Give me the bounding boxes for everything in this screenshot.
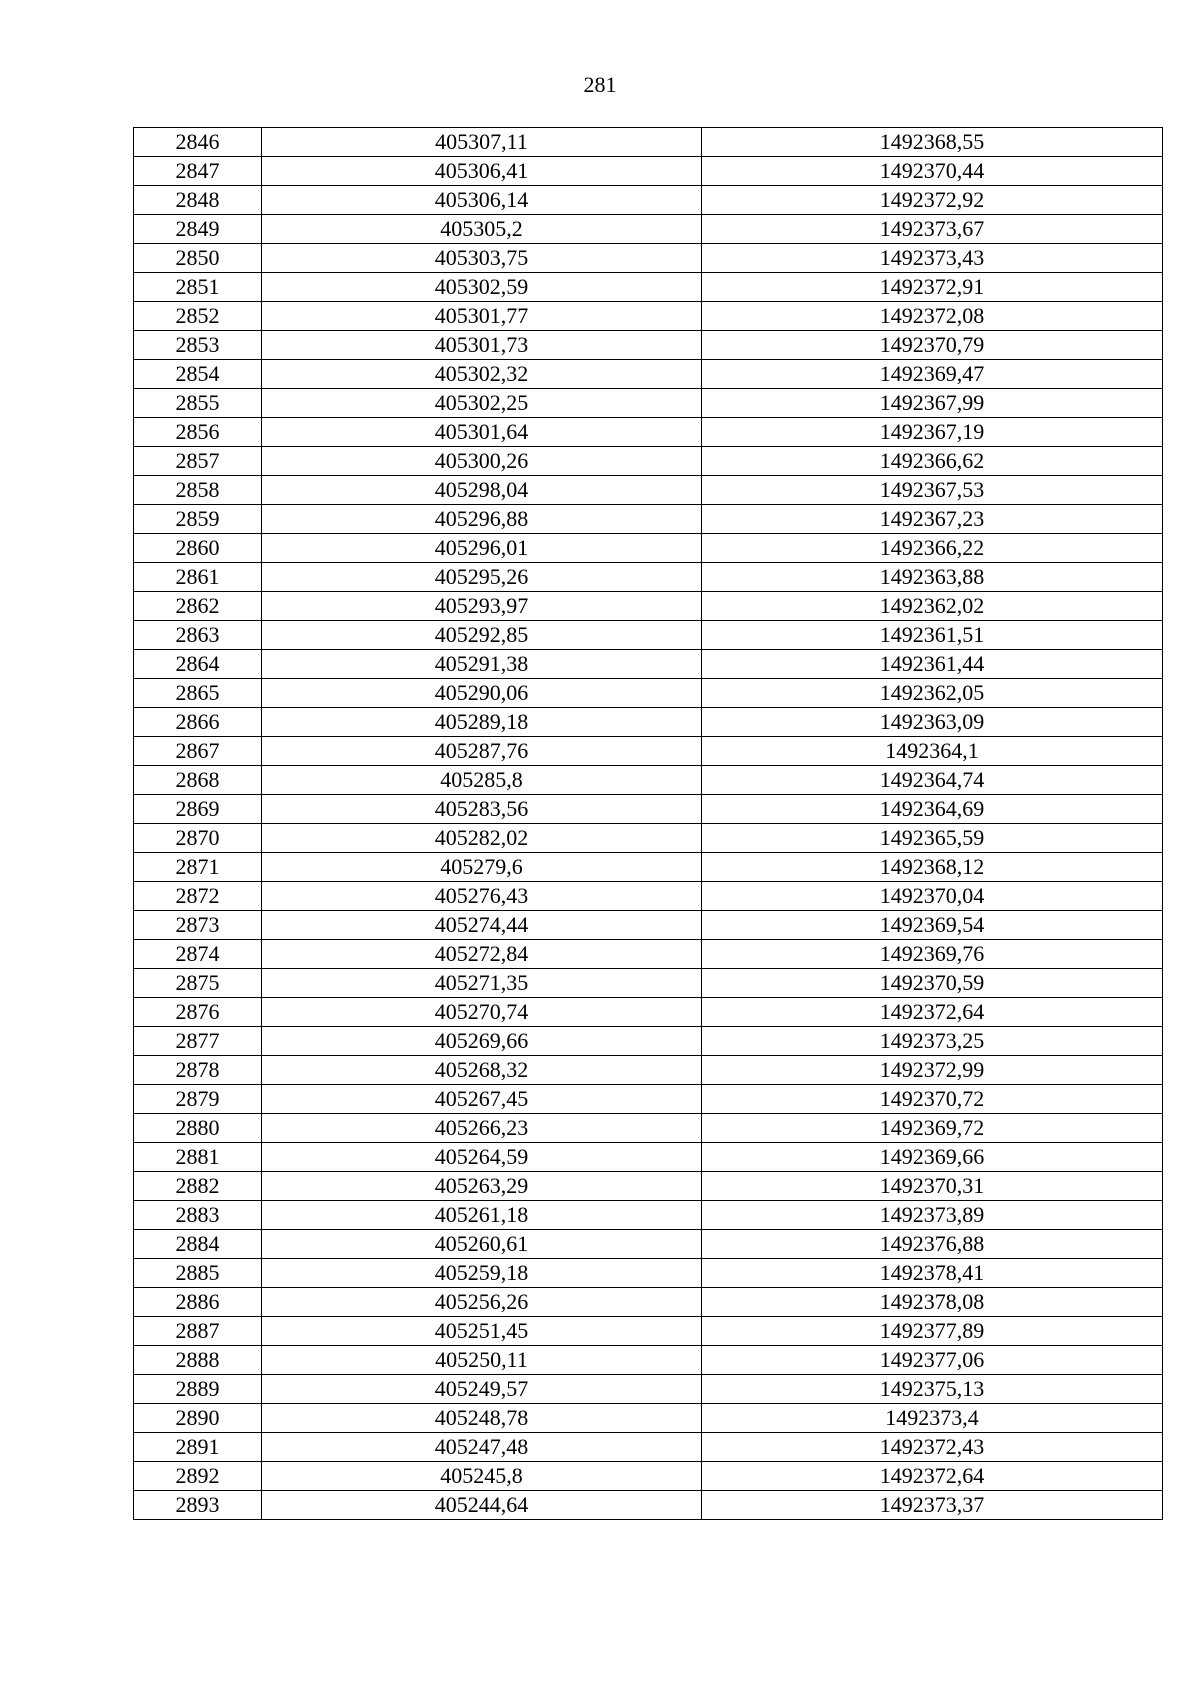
x-coordinate-cell: 405267,45: [262, 1085, 702, 1114]
table-row: [134, 1346, 1163, 1375]
point-number-cell: 2886: [134, 1288, 262, 1317]
point-number-cell: 2873: [134, 911, 262, 940]
y-coordinate-cell: 1492370,72: [702, 1085, 1163, 1114]
y-coordinate-cell: 1492364,1: [702, 737, 1163, 766]
point-number-cell: 2881: [134, 1143, 262, 1172]
coordinates-table-body: [134, 128, 1163, 1520]
y-coordinate-cell: 1492364,74: [702, 766, 1163, 795]
point-number-cell: 2858: [134, 476, 262, 505]
x-coordinate-cell: 405266,23: [262, 1114, 702, 1143]
table-row: [134, 186, 1163, 215]
coordinates-table: [133, 127, 1163, 1520]
point-number-cell: 2889: [134, 1375, 262, 1404]
y-coordinate-cell: 1492378,41: [702, 1259, 1163, 1288]
x-coordinate-cell: 405302,32: [262, 360, 702, 389]
table-row: [134, 853, 1163, 882]
table-row: [134, 824, 1163, 853]
point-number-cell: 2871: [134, 853, 262, 882]
y-coordinate-cell: 1492367,53: [702, 476, 1163, 505]
point-number-cell: 2851: [134, 273, 262, 302]
y-coordinate-cell: 1492370,44: [702, 157, 1163, 186]
table-row: [134, 621, 1163, 650]
y-coordinate-cell: 1492370,59: [702, 969, 1163, 998]
point-number-cell: 2876: [134, 998, 262, 1027]
y-coordinate-cell: 1492362,02: [702, 592, 1163, 621]
x-coordinate-cell: 405295,26: [262, 563, 702, 592]
x-coordinate-cell: 405263,29: [262, 1172, 702, 1201]
table-row: [134, 1462, 1163, 1491]
point-number-cell: 2870: [134, 824, 262, 853]
table-row: [134, 882, 1163, 911]
x-coordinate-cell: 405292,85: [262, 621, 702, 650]
y-coordinate-cell: 1492367,99: [702, 389, 1163, 418]
y-coordinate-cell: 1492372,91: [702, 273, 1163, 302]
table-row: [134, 447, 1163, 476]
point-number-cell: 2850: [134, 244, 262, 273]
x-coordinate-cell: 405298,04: [262, 476, 702, 505]
table-row: [134, 302, 1163, 331]
table-row: [134, 157, 1163, 186]
y-coordinate-cell: 1492376,88: [702, 1230, 1163, 1259]
y-coordinate-cell: 1492370,31: [702, 1172, 1163, 1201]
x-coordinate-cell: 405293,97: [262, 592, 702, 621]
table-row: [134, 940, 1163, 969]
x-coordinate-cell: 405276,43: [262, 882, 702, 911]
point-number-cell: 2864: [134, 650, 262, 679]
table-row: [134, 795, 1163, 824]
x-coordinate-cell: 405290,06: [262, 679, 702, 708]
y-coordinate-cell: 1492372,08: [702, 302, 1163, 331]
table-row: [134, 128, 1163, 157]
table-row: [134, 215, 1163, 244]
table-row: [134, 360, 1163, 389]
y-coordinate-cell: 1492361,44: [702, 650, 1163, 679]
y-coordinate-cell: 1492363,09: [702, 708, 1163, 737]
x-coordinate-cell: 405268,32: [262, 1056, 702, 1085]
x-coordinate-cell: 405291,38: [262, 650, 702, 679]
x-coordinate-cell: 405250,11: [262, 1346, 702, 1375]
x-coordinate-cell: 405271,35: [262, 969, 702, 998]
x-coordinate-cell: 405302,59: [262, 273, 702, 302]
y-coordinate-cell: 1492361,51: [702, 621, 1163, 650]
page-number: 281: [583, 72, 617, 97]
x-coordinate-cell: 405247,48: [262, 1433, 702, 1462]
table-row: [134, 1317, 1163, 1346]
x-coordinate-cell: 405259,18: [262, 1259, 702, 1288]
y-coordinate-cell: 1492370,79: [702, 331, 1163, 360]
point-number-cell: 2847: [134, 157, 262, 186]
point-number-cell: 2848: [134, 186, 262, 215]
x-coordinate-cell: 405274,44: [262, 911, 702, 940]
x-coordinate-cell: 405302,25: [262, 389, 702, 418]
point-number-cell: 2868: [134, 766, 262, 795]
point-number-cell: 2869: [134, 795, 262, 824]
table-row: [134, 1375, 1163, 1404]
point-number-cell: 2893: [134, 1491, 262, 1520]
point-number-cell: 2878: [134, 1056, 262, 1085]
x-coordinate-cell: 405301,73: [262, 331, 702, 360]
x-coordinate-cell: 405283,56: [262, 795, 702, 824]
point-number-cell: 2884: [134, 1230, 262, 1259]
y-coordinate-cell: 1492373,25: [702, 1027, 1163, 1056]
x-coordinate-cell: 405287,76: [262, 737, 702, 766]
y-coordinate-cell: 1492362,05: [702, 679, 1163, 708]
table-row: [134, 476, 1163, 505]
point-number-cell: 2887: [134, 1317, 262, 1346]
table-row: [134, 563, 1163, 592]
y-coordinate-cell: 1492369,47: [702, 360, 1163, 389]
y-coordinate-cell: 1492373,43: [702, 244, 1163, 273]
point-number-cell: 2856: [134, 418, 262, 447]
point-number-cell: 2853: [134, 331, 262, 360]
x-coordinate-cell: 405279,6: [262, 853, 702, 882]
point-number-cell: 2863: [134, 621, 262, 650]
y-coordinate-cell: 1492373,89: [702, 1201, 1163, 1230]
table-row: [134, 679, 1163, 708]
point-number-cell: 2885: [134, 1259, 262, 1288]
y-coordinate-cell: 1492369,66: [702, 1143, 1163, 1172]
y-coordinate-cell: 1492367,19: [702, 418, 1163, 447]
table-row: [134, 998, 1163, 1027]
y-coordinate-cell: 1492369,72: [702, 1114, 1163, 1143]
x-coordinate-cell: 405301,64: [262, 418, 702, 447]
y-coordinate-cell: 1492365,59: [702, 824, 1163, 853]
x-coordinate-cell: 405248,78: [262, 1404, 702, 1433]
y-coordinate-cell: 1492377,89: [702, 1317, 1163, 1346]
x-coordinate-cell: 405300,26: [262, 447, 702, 476]
point-number-cell: 2874: [134, 940, 262, 969]
table-row: [134, 766, 1163, 795]
x-coordinate-cell: 405249,57: [262, 1375, 702, 1404]
point-number-cell: 2865: [134, 679, 262, 708]
point-number-cell: 2857: [134, 447, 262, 476]
x-coordinate-cell: 405245,8: [262, 1462, 702, 1491]
y-coordinate-cell: 1492372,64: [702, 998, 1163, 1027]
y-coordinate-cell: 1492373,37: [702, 1491, 1163, 1520]
table-row: [134, 969, 1163, 998]
y-coordinate-cell: 1492377,06: [702, 1346, 1163, 1375]
table-row: [134, 534, 1163, 563]
x-coordinate-cell: 405256,26: [262, 1288, 702, 1317]
x-coordinate-cell: 405261,18: [262, 1201, 702, 1230]
point-number-cell: 2846: [134, 128, 262, 157]
table-row: [134, 592, 1163, 621]
table-row: [134, 1114, 1163, 1143]
table-row: [134, 737, 1163, 766]
x-coordinate-cell: 405251,45: [262, 1317, 702, 1346]
y-coordinate-cell: 1492372,99: [702, 1056, 1163, 1085]
y-coordinate-cell: 1492369,76: [702, 940, 1163, 969]
y-coordinate-cell: 1492366,22: [702, 534, 1163, 563]
point-number-cell: 2860: [134, 534, 262, 563]
table-row: [134, 244, 1163, 273]
point-number-cell: 2852: [134, 302, 262, 331]
table-row: [134, 1433, 1163, 1462]
table-row: [134, 418, 1163, 447]
x-coordinate-cell: 405306,41: [262, 157, 702, 186]
point-number-cell: 2880: [134, 1114, 262, 1143]
point-number-cell: 2890: [134, 1404, 262, 1433]
y-coordinate-cell: 1492364,69: [702, 795, 1163, 824]
table-row: [134, 1259, 1163, 1288]
y-coordinate-cell: 1492372,43: [702, 1433, 1163, 1462]
table-row: [134, 1288, 1163, 1317]
point-number-cell: 2855: [134, 389, 262, 418]
table-row: [134, 1230, 1163, 1259]
point-number-cell: 2862: [134, 592, 262, 621]
point-number-cell: 2879: [134, 1085, 262, 1114]
y-coordinate-cell: 1492373,67: [702, 215, 1163, 244]
x-coordinate-cell: 405301,77: [262, 302, 702, 331]
point-number-cell: 2877: [134, 1027, 262, 1056]
y-coordinate-cell: 1492366,62: [702, 447, 1163, 476]
table-row: [134, 1027, 1163, 1056]
table-row: [134, 650, 1163, 679]
y-coordinate-cell: 1492372,64: [702, 1462, 1163, 1491]
point-number-cell: 2867: [134, 737, 262, 766]
x-coordinate-cell: 405270,74: [262, 998, 702, 1027]
x-coordinate-cell: 405264,59: [262, 1143, 702, 1172]
x-coordinate-cell: 405282,02: [262, 824, 702, 853]
y-coordinate-cell: 1492370,04: [702, 882, 1163, 911]
point-number-cell: 2849: [134, 215, 262, 244]
table-row: [134, 273, 1163, 302]
table-row: [134, 1056, 1163, 1085]
table-row: [134, 331, 1163, 360]
table-row: [134, 1201, 1163, 1230]
table-row: [134, 389, 1163, 418]
point-number-cell: 2861: [134, 563, 262, 592]
table-row: [134, 1491, 1163, 1520]
table-row: [134, 1172, 1163, 1201]
point-number-cell: 2883: [134, 1201, 262, 1230]
x-coordinate-cell: 405305,2: [262, 215, 702, 244]
y-coordinate-cell: 1492378,08: [702, 1288, 1163, 1317]
point-number-cell: 2875: [134, 969, 262, 998]
point-number-cell: 2891: [134, 1433, 262, 1462]
table-row: [134, 708, 1163, 737]
table-row: [134, 1085, 1163, 1114]
x-coordinate-cell: 405303,75: [262, 244, 702, 273]
y-coordinate-cell: 1492369,54: [702, 911, 1163, 940]
y-coordinate-cell: 1492368,12: [702, 853, 1163, 882]
table-row: [134, 505, 1163, 534]
x-coordinate-cell: 405272,84: [262, 940, 702, 969]
table-row: [134, 1404, 1163, 1433]
point-number-cell: 2888: [134, 1346, 262, 1375]
point-number-cell: 2866: [134, 708, 262, 737]
x-coordinate-cell: 405307,11: [262, 128, 702, 157]
point-number-cell: 2854: [134, 360, 262, 389]
table-row: [134, 911, 1163, 940]
point-number-cell: 2882: [134, 1172, 262, 1201]
y-coordinate-cell: 1492375,13: [702, 1375, 1163, 1404]
x-coordinate-cell: 405289,18: [262, 708, 702, 737]
x-coordinate-cell: 405260,61: [262, 1230, 702, 1259]
x-coordinate-cell: 405296,88: [262, 505, 702, 534]
point-number-cell: 2872: [134, 882, 262, 911]
x-coordinate-cell: 405296,01: [262, 534, 702, 563]
y-coordinate-cell: 1492373,4: [702, 1404, 1163, 1433]
point-number-cell: 2859: [134, 505, 262, 534]
x-coordinate-cell: 405244,64: [262, 1491, 702, 1520]
x-coordinate-cell: 405285,8: [262, 766, 702, 795]
y-coordinate-cell: 1492368,55: [702, 128, 1163, 157]
point-number-cell: 2892: [134, 1462, 262, 1491]
y-coordinate-cell: 1492363,88: [702, 563, 1163, 592]
x-coordinate-cell: 405269,66: [262, 1027, 702, 1056]
x-coordinate-cell: 405306,14: [262, 186, 702, 215]
y-coordinate-cell: 1492372,92: [702, 186, 1163, 215]
y-coordinate-cell: 1492367,23: [702, 505, 1163, 534]
table-row: [134, 1143, 1163, 1172]
